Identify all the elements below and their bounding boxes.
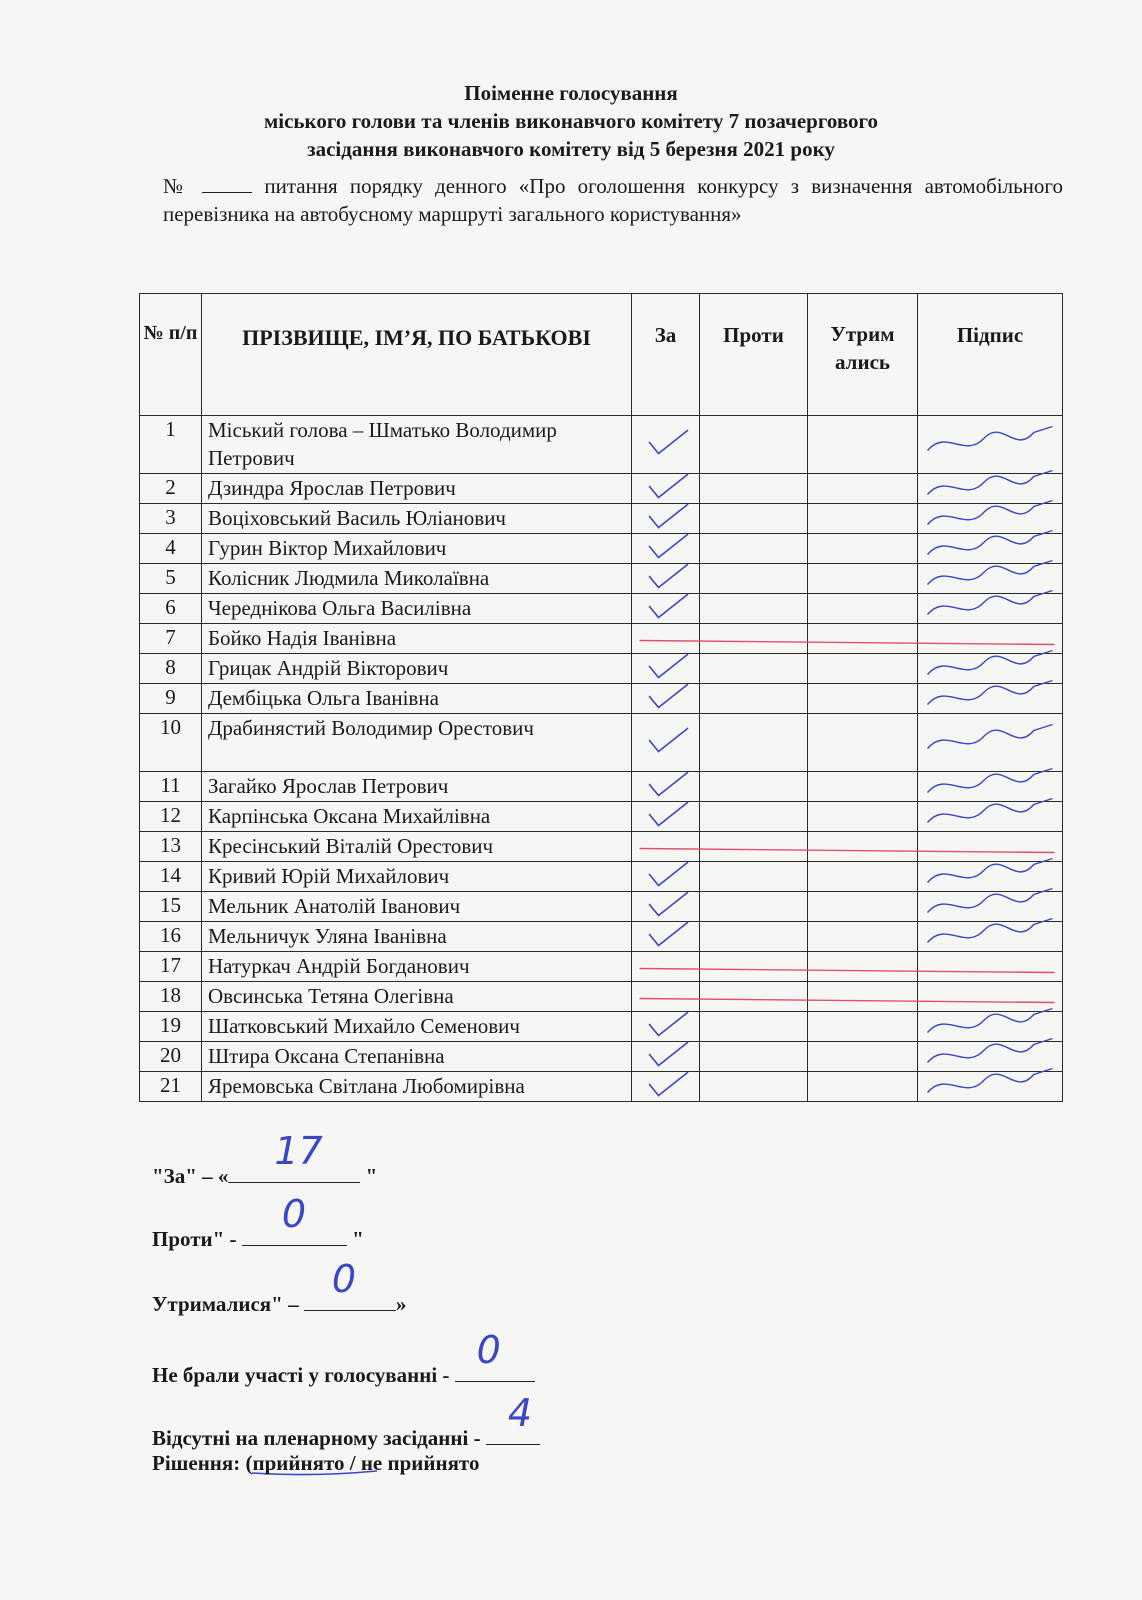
- row-name-cell: Гурин Віктор Михайлович: [202, 534, 632, 564]
- row-name-cell: Бойко Надія Іванівна: [202, 624, 632, 654]
- row-abstained-cell: [808, 1072, 918, 1102]
- row-for-cell: [632, 772, 700, 802]
- row-against-cell: [700, 1012, 808, 1042]
- row-abstained-cell: [808, 474, 918, 504]
- row-signature-cell: [918, 594, 1063, 624]
- row-name-cell: Воціховський Василь Юліанович: [202, 504, 632, 534]
- row-name-cell: Кресінський Віталій Орестович: [202, 832, 632, 862]
- row-against-cell: [700, 416, 808, 474]
- document-heading: [0, 79, 1142, 163]
- table-row: [140, 772, 1063, 802]
- row-for-cell: [632, 832, 700, 862]
- row-for-cell: [632, 654, 700, 684]
- row-signature-cell: [918, 802, 1063, 832]
- row-against-cell: [700, 504, 808, 534]
- summary-absent-value: 4: [507, 1391, 533, 1435]
- voting-table: [139, 293, 1063, 1102]
- row-signature-cell: [918, 832, 1063, 862]
- row-against-cell: [700, 564, 808, 594]
- question-number-blank: [202, 174, 252, 193]
- summary-against-label: Проти" -: [152, 1227, 242, 1251]
- row-number-cell: 18: [140, 982, 202, 1012]
- header-abstained: Утрим ались: [808, 294, 918, 416]
- row-signature-cell: [918, 1042, 1063, 1072]
- row-number-cell: 13: [140, 832, 202, 862]
- row-for-cell: [632, 892, 700, 922]
- row-abstained-cell: [808, 416, 918, 474]
- row-abstained-cell: [808, 772, 918, 802]
- row-signature-cell: [918, 534, 1063, 564]
- agenda-question: [163, 172, 1063, 228]
- row-number-cell: 16: [140, 922, 202, 952]
- row-for-cell: [632, 416, 700, 474]
- summary-abstained-value: 0: [331, 1257, 357, 1301]
- summary-for-blank: [228, 1129, 360, 1183]
- row-abstained-cell: [808, 1012, 918, 1042]
- header-against: Проти: [700, 294, 808, 416]
- row-name-cell: Загайко Ярослав Петрович: [202, 772, 632, 802]
- row-signature-cell: [918, 474, 1063, 504]
- row-against-cell: [700, 624, 808, 654]
- row-name-cell: Мельничук Уляна Іванівна: [202, 922, 632, 952]
- row-against-cell: [700, 684, 808, 714]
- row-for-cell: [632, 594, 700, 624]
- table-row: [140, 952, 1063, 982]
- table-row: [140, 832, 1063, 862]
- row-against-cell: [700, 594, 808, 624]
- row-for-cell: [632, 474, 700, 504]
- row-abstained-cell: [808, 922, 918, 952]
- header-signature: Підпис: [918, 294, 1063, 416]
- row-for-cell: [632, 952, 700, 982]
- voting-table-body: [140, 416, 1063, 1102]
- row-abstained-cell: [808, 862, 918, 892]
- row-number-cell: 1: [140, 416, 202, 474]
- row-signature-cell: [918, 416, 1063, 474]
- question-text: питання порядку денного «Про оголошення конкурсу з визначення автомобільного перевізника на автобусному маршруті загального користування»: [163, 174, 1063, 226]
- row-signature-cell: [918, 922, 1063, 952]
- row-abstained-cell: [808, 624, 918, 654]
- row-for-cell: [632, 862, 700, 892]
- row-against-cell: [700, 832, 808, 862]
- row-signature-cell: [918, 982, 1063, 1012]
- row-name-cell: Яремовська Світлана Любомирівна: [202, 1072, 632, 1102]
- row-signature-cell: [918, 892, 1063, 922]
- row-abstained-cell: [808, 892, 918, 922]
- question-number-prefix: №: [163, 174, 190, 198]
- table-row: [140, 922, 1063, 952]
- row-abstained-cell: [808, 504, 918, 534]
- summary-for-label: "За" – «: [152, 1164, 229, 1188]
- row-name-cell: Колісник Людмила Миколаївна: [202, 564, 632, 594]
- table-row: [140, 892, 1063, 922]
- row-name-cell: Шатковський Михайло Семенович: [202, 1012, 632, 1042]
- row-number-cell: 2: [140, 474, 202, 504]
- row-abstained-cell: [808, 714, 918, 772]
- row-abstained-cell: [808, 832, 918, 862]
- table-row: [140, 714, 1063, 772]
- row-number-cell: 8: [140, 654, 202, 684]
- row-against-cell: [700, 1072, 808, 1102]
- summary-against-close: ": [346, 1227, 364, 1251]
- row-name-cell: Грицак Андрій Вікторович: [202, 654, 632, 684]
- row-for-cell: [632, 624, 700, 654]
- row-against-cell: [700, 772, 808, 802]
- header-name: ПРІЗВИЩЕ, ІМ’Я, ПО БАТЬКОВІ: [202, 294, 632, 416]
- row-name-cell: Міський голова – Шматько Володимир Петрович: [202, 416, 632, 474]
- summary-not-voted: [152, 1328, 535, 1388]
- summary-decision: [152, 1450, 479, 1476]
- row-abstained-cell: [808, 952, 918, 982]
- row-number-cell: 11: [140, 772, 202, 802]
- row-number-cell: 6: [140, 594, 202, 624]
- row-abstained-cell: [808, 564, 918, 594]
- row-number-cell: 3: [140, 504, 202, 534]
- table-row: [140, 474, 1063, 504]
- summary-abstained: [152, 1257, 407, 1317]
- row-signature-cell: [918, 504, 1063, 534]
- summary-decision-label: Рішення: (прийнято / не прийнято: [152, 1451, 480, 1475]
- table-row: [140, 982, 1063, 1012]
- row-name-cell: Кривий Юрій Михайлович: [202, 862, 632, 892]
- row-against-cell: [700, 1042, 808, 1072]
- row-for-cell: [632, 564, 700, 594]
- table-row: [140, 534, 1063, 564]
- row-signature-cell: [918, 624, 1063, 654]
- row-name-cell: Карпінська Оксана Михайлівна: [202, 802, 632, 832]
- row-name-cell: Штира Оксана Степанівна: [202, 1042, 632, 1072]
- table-row: [140, 654, 1063, 684]
- row-number-cell: 19: [140, 1012, 202, 1042]
- row-signature-cell: [918, 684, 1063, 714]
- row-against-cell: [700, 802, 808, 832]
- row-abstained-cell: [808, 684, 918, 714]
- heading-line-3: засідання виконавчого комітету від 5 березня 2021 року: [307, 137, 835, 161]
- row-name-cell: Мельник Анатолій Іванович: [202, 892, 632, 922]
- row-number-cell: 4: [140, 534, 202, 564]
- summary-abstained-blank: [304, 1257, 396, 1311]
- row-name-cell: Дзиндра Ярослав Петрович: [202, 474, 632, 504]
- row-for-cell: [632, 1072, 700, 1102]
- summary-against: [152, 1192, 364, 1252]
- row-abstained-cell: [808, 802, 918, 832]
- row-abstained-cell: [808, 982, 918, 1012]
- heading-line-2: міського голови та членів виконавчого комітету 7 позачергового: [263, 109, 879, 133]
- row-abstained-cell: [808, 534, 918, 564]
- row-number-cell: 10: [140, 714, 202, 772]
- row-for-cell: [632, 1012, 700, 1042]
- summary-for-value: 17: [274, 1129, 323, 1173]
- row-number-cell: 9: [140, 684, 202, 714]
- header-for: За: [632, 294, 700, 416]
- row-signature-cell: [918, 952, 1063, 982]
- table-row: [140, 862, 1063, 892]
- row-abstained-cell: [808, 654, 918, 684]
- row-against-cell: [700, 922, 808, 952]
- row-against-cell: [700, 654, 808, 684]
- row-number-cell: 12: [140, 802, 202, 832]
- row-number-cell: 21: [140, 1072, 202, 1102]
- table-row: [140, 564, 1063, 594]
- table-row: [140, 594, 1063, 624]
- row-name-cell: Овсинська Тетяна Олегівна: [202, 982, 632, 1012]
- row-for-cell: [632, 1042, 700, 1072]
- row-for-cell: [632, 802, 700, 832]
- row-for-cell: [632, 504, 700, 534]
- row-for-cell: [632, 534, 700, 564]
- table-row: [140, 684, 1063, 714]
- summary-absent-blank: [486, 1391, 540, 1445]
- summary-abstained-label: Утрималися" –: [152, 1292, 304, 1316]
- row-signature-cell: [918, 1012, 1063, 1042]
- row-name-cell: Дембіцька Ольга Іванівна: [202, 684, 632, 714]
- row-for-cell: [632, 922, 700, 952]
- summary-against-blank: [242, 1192, 347, 1246]
- row-signature-cell: [918, 564, 1063, 594]
- row-number-cell: 7: [140, 624, 202, 654]
- row-number-cell: 15: [140, 892, 202, 922]
- row-signature-cell: [918, 714, 1063, 772]
- summary-for: [152, 1129, 378, 1189]
- summary-absent: [152, 1391, 540, 1451]
- row-signature-cell: [918, 654, 1063, 684]
- row-signature-cell: [918, 862, 1063, 892]
- summary-against-value: 0: [281, 1192, 306, 1236]
- row-against-cell: [700, 892, 808, 922]
- heading-line-1: Поіменне голосування: [464, 81, 678, 105]
- table-row: [140, 1012, 1063, 1042]
- row-name-cell: Натуркач Андрій Богданович: [202, 952, 632, 982]
- row-number-cell: 17: [140, 952, 202, 982]
- row-against-cell: [700, 952, 808, 982]
- table-row: [140, 802, 1063, 832]
- row-for-cell: [632, 714, 700, 772]
- summary-absent-label: Відсутні на пленарному засіданні -: [152, 1426, 486, 1450]
- row-against-cell: [700, 714, 808, 772]
- row-abstained-cell: [808, 1042, 918, 1072]
- summary-abstained-close: »: [395, 1292, 407, 1316]
- table-row: [140, 504, 1063, 534]
- table-row: [140, 416, 1063, 474]
- row-against-cell: [700, 862, 808, 892]
- row-number-cell: 14: [140, 862, 202, 892]
- row-name-cell: Череднікова Ольга Василівна: [202, 594, 632, 624]
- header-number: № п/п: [140, 294, 202, 416]
- row-number-cell: 5: [140, 564, 202, 594]
- summary-not-voted-blank: [455, 1328, 535, 1382]
- summary-not-voted-value: 0: [476, 1328, 501, 1372]
- row-signature-cell: [918, 1072, 1063, 1102]
- table-row: [140, 1072, 1063, 1102]
- table-row: [140, 624, 1063, 654]
- row-for-cell: [632, 982, 700, 1012]
- row-against-cell: [700, 474, 808, 504]
- row-for-cell: [632, 684, 700, 714]
- summary-not-voted-label: Не брали участі у голосуванні -: [152, 1363, 455, 1387]
- row-against-cell: [700, 982, 808, 1012]
- row-name-cell: Драбинястий Володимир Орестович: [202, 714, 632, 772]
- summary-for-close: ": [360, 1164, 378, 1188]
- row-abstained-cell: [808, 594, 918, 624]
- row-against-cell: [700, 534, 808, 564]
- row-number-cell: 20: [140, 1042, 202, 1072]
- table-row: [140, 1042, 1063, 1072]
- row-signature-cell: [918, 772, 1063, 802]
